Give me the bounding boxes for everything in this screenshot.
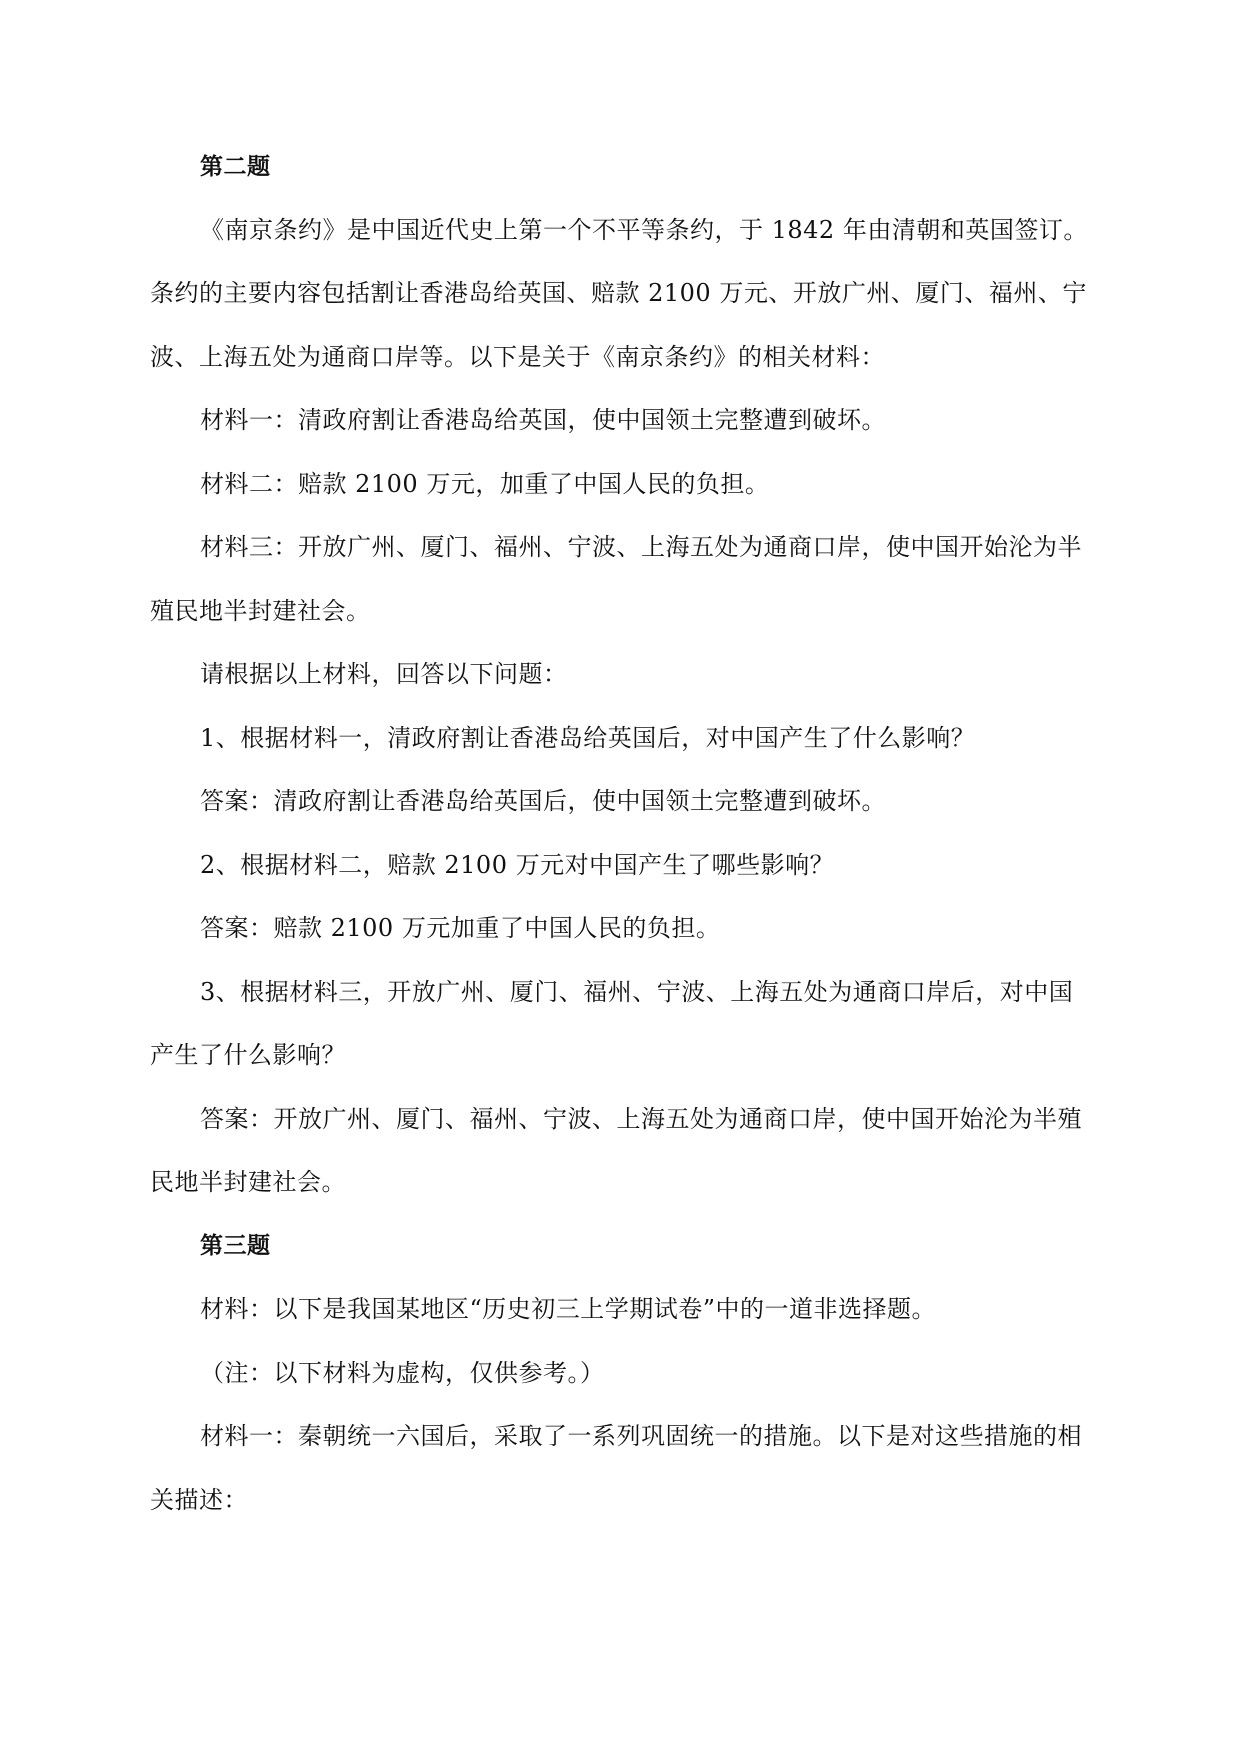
section2-heading: 第二题 — [200, 154, 271, 180]
section2-question3-line1: 3、根据材料三，开放广州、厦门、福州、宁波、上海五处为通商口岸后，对中国 — [200, 978, 1074, 1006]
section2-question3-line2: 产生了什么影响？ — [150, 1041, 346, 1069]
section2-answer3-line2: 民地半封建社会。 — [150, 1168, 346, 1196]
section3-material1-line1: 材料一：秦朝统一六国后，采取了一系列巩固统一的措施。以下是对这些措施的相 — [200, 1422, 1082, 1450]
section2-answer2: 答案：赔款 2100 万元加重了中国人民的负担。 — [200, 914, 721, 942]
section3-material-intro: 材料：以下是我国某地区“历史初三上学期试卷”中的一道非选择题。 — [200, 1295, 937, 1323]
section2-material3-line1: 材料三：开放广州、厦门、福州、宁波、上海五处为通商口岸，使中国开始沦为半 — [200, 533, 1082, 561]
section2-question1: 1、根据材料一，清政府割让香港岛给英国后，对中国产生了什么影响？ — [200, 724, 976, 752]
section3-note: （注：以下材料为虚构，仅供参考。） — [200, 1359, 605, 1387]
section2-material1: 材料一：清政府割让香港岛给英国，使中国领土完整遭到破坏。 — [200, 406, 886, 434]
section2-intro-line1: 《南京条约》是中国近代史上第一个不平等条约，于 1842 年由清朝和英国签订。 — [200, 216, 1088, 244]
section2-answer3-line1: 答案：开放广州、厦门、福州、宁波、上海五处为通商口岸，使中国开始沦为半殖 — [200, 1105, 1082, 1133]
section2-material3-line2: 殖民地半封建社会。 — [150, 597, 371, 625]
section2-material2: 材料二：赔款 2100 万元，加重了中国人民的负担。 — [200, 470, 770, 498]
section2-intro-line3: 波、上海五处为通商口岸等。以下是关于《南京条约》的相关材料： — [150, 343, 885, 371]
section2-question2: 2、根据材料二，赔款 2100 万元对中国产生了哪些影响？ — [200, 851, 835, 879]
section2-prompt: 请根据以上材料，回答以下问题： — [200, 660, 568, 688]
section2-answer1: 答案：清政府割让香港岛给英国后，使中国领土完整遭到破坏。 — [200, 787, 886, 815]
section3-material1-line2: 关描述： — [150, 1486, 248, 1514]
section3-heading: 第三题 — [200, 1233, 271, 1259]
section2-intro-line2: 条约的主要内容包括割让香港岛给英国、赔款 2100 万元、开放广州、厦门、福州、宁 — [150, 279, 1087, 307]
